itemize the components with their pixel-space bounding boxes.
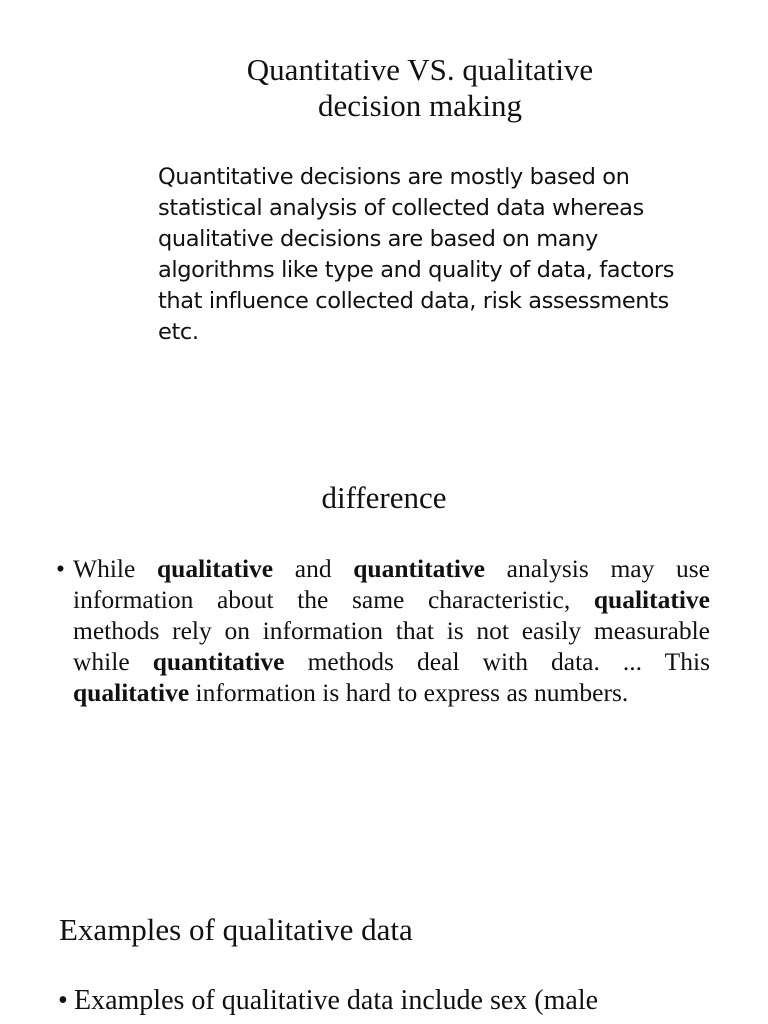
slide-title-difference: difference xyxy=(321,480,447,515)
bullet-text-segment: methods deal with data. ... This xyxy=(284,647,711,676)
bullet-text-segment: While xyxy=(73,554,157,583)
bullet-text-segment: methods rely on information that is not easily measurable while xyxy=(73,616,710,676)
slide-body-text: Quantitative decisions are mostly based on statistical analysis of collected data whereas qualitative decisions are based on many algorithms like type and quality of data, factors that influence collected data, risk assessments etc. xyxy=(158,164,675,345)
bullet-marker: • xyxy=(56,554,65,583)
slide-title-examples: Examples of qualitative data xyxy=(59,912,413,947)
bullet-marker: • xyxy=(58,985,68,1016)
bullet-item-examples xyxy=(58,984,758,1018)
bold-term: qualitative xyxy=(156,554,274,583)
bullet-text-segment: analysis may use information about the same characteristic, xyxy=(73,554,710,614)
bold-term: quantitative xyxy=(152,647,285,676)
bold-term: qualitative xyxy=(73,678,190,707)
bullet-paragraph: Examples of qualitative data include sex (male xyxy=(74,985,599,1016)
bullet-text-segment: and xyxy=(273,554,354,583)
slide-title-line-1: Quantitative VS. qualitative xyxy=(246,52,594,87)
bullet-paragraph xyxy=(73,553,710,708)
bold-term: qualitative xyxy=(593,585,710,614)
bullet-text-segment: information is hard to express as numbers. xyxy=(189,678,629,707)
bullet-item-difference xyxy=(56,553,710,708)
bold-term: quantitative xyxy=(353,554,485,583)
slide-title-decision-making xyxy=(180,52,660,124)
slide-title-line-2: decision making xyxy=(317,88,523,123)
